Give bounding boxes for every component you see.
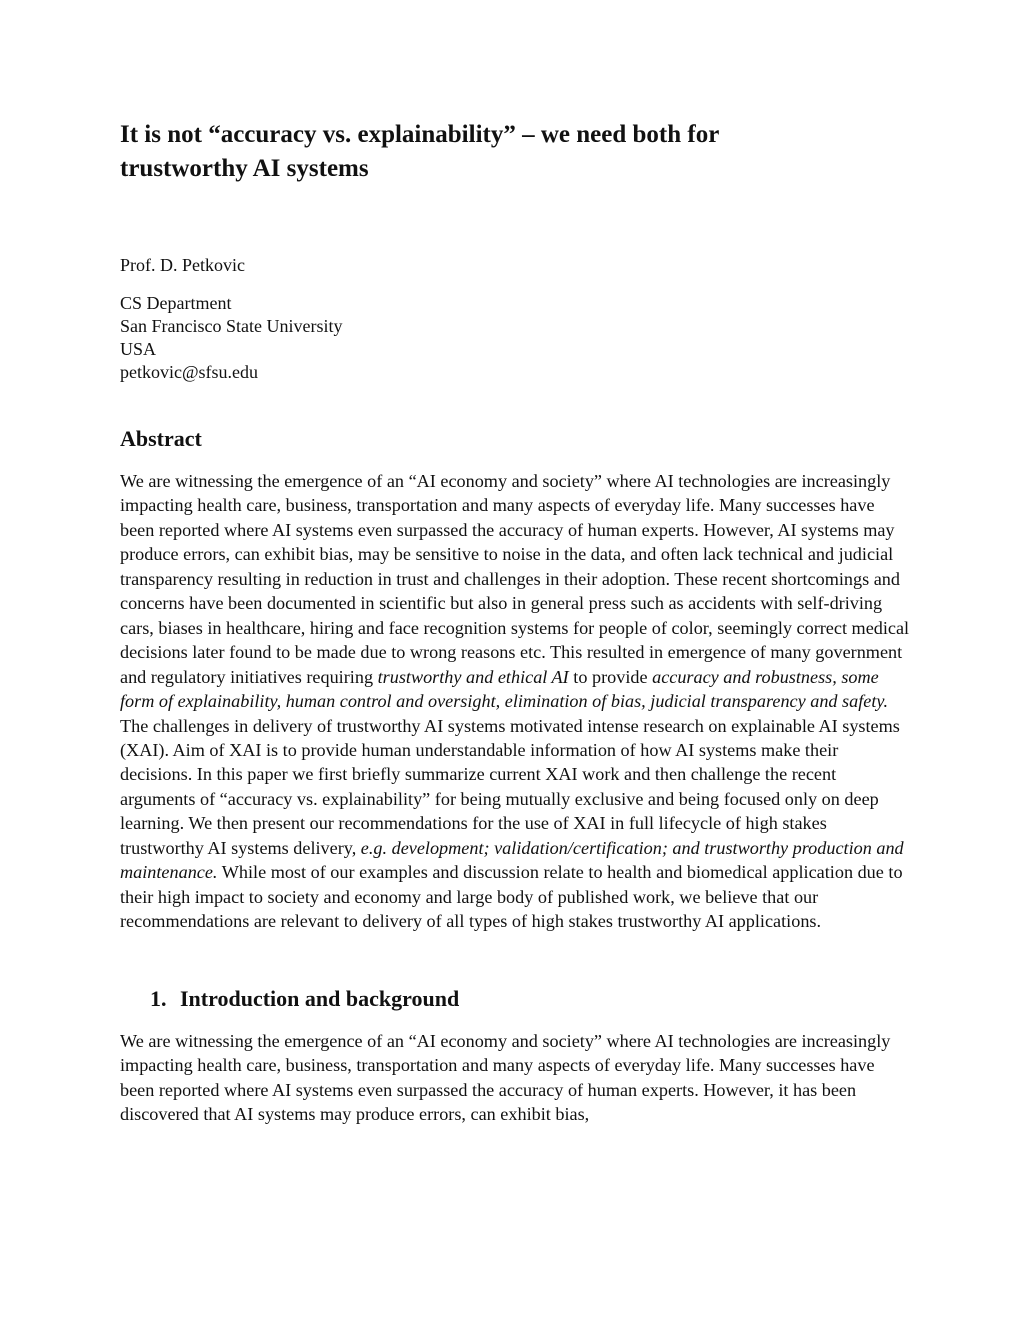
abstract-paragraph [120, 469, 910, 934]
abstract-text-1: We are witnessing the emergence of an “AI economy and society” where AI technologies are increasingly impacting health care, business, transportation and many aspects of everyday life. Many successes have been reported where AI systems even surpassed the accuracy of human experts. However, AI systems may produce errors, can exhibit bias, may be sensitive to noise in the data, and often lack technical and judicial transparency resulting in reduction in trust and challenges in their adoption. These recent shortcomings and concerns have been documented in scientific but also in general press such as accidents with self-driving cars, biases in healthcare, hiring and face recognition systems for people of color, seemingly correct medical decisions later found to be made due to wrong reasons etc. This resulted in emergence of many government and regulatory initiatives requiring [120, 471, 910, 687]
paper-page [120, 118, 910, 1126]
abstract-emphasis-3: e.g. development; validation/certification; and trustworthy production and maintenance. [120, 837, 904, 883]
paper-title: It is not “accuracy vs. explainability” – we need both for trustworthy AI systems [120, 121, 719, 182]
abstract-emphasis-1: trustworthy and ethical AI [377, 666, 569, 687]
author-name: Prof. D. Petkovic [120, 255, 245, 275]
section-heading-introduction [120, 985, 910, 1013]
abstract-heading: Abstract [120, 426, 202, 451]
section-number: 1. [150, 985, 167, 1011]
author-email: petkovic@sfsu.edu [120, 362, 259, 382]
country: USA [120, 339, 157, 359]
section-title: Introduction and background [180, 985, 460, 1011]
introduction-paragraph: We are witnessing the emergence of an “AI economy and society” where AI technologies are increasingly impacting health care, business, transportation and many aspects of everyday life. Many successes have been reported where AI systems even surpassed the accuracy of human experts. However, it has been discovered that AI systems may produce errors, can exhibit bias, [120, 1030, 891, 1124]
abstract-text-2: to provide [573, 666, 648, 687]
abstract-text-3: The challenges in delivery of trustworthy AI systems motivated intense research on explainable AI systems (XAI). Aim of XAI is to provide human understandable information of how AI systems make their decisions. In this paper we first briefly summarize current XAI work and then challenge the recent arguments of “accuracy vs. explainability” for being mutually exclusive and being focused only on deep learning. We then present our recommendations for the use of XAI in full lifecycle of high stakes trustworthy AI systems delivery, [120, 715, 900, 858]
abstract-text-4: While most of our examples and discussion relate to health and biomedical application due to their high impact to society and economy and large body of published work, we believe that our recommendations are relevant to delivery of all types of high stakes trustworthy AI applications. [120, 862, 903, 932]
university: San Francisco State University [120, 316, 343, 336]
author-affiliation [120, 292, 910, 384]
abstract-emphasis-2: accuracy and robustness, some form of explainability, human control and oversight, elimination of bias, judicial transparency and safety. [120, 666, 889, 712]
department: CS Department [120, 293, 232, 313]
